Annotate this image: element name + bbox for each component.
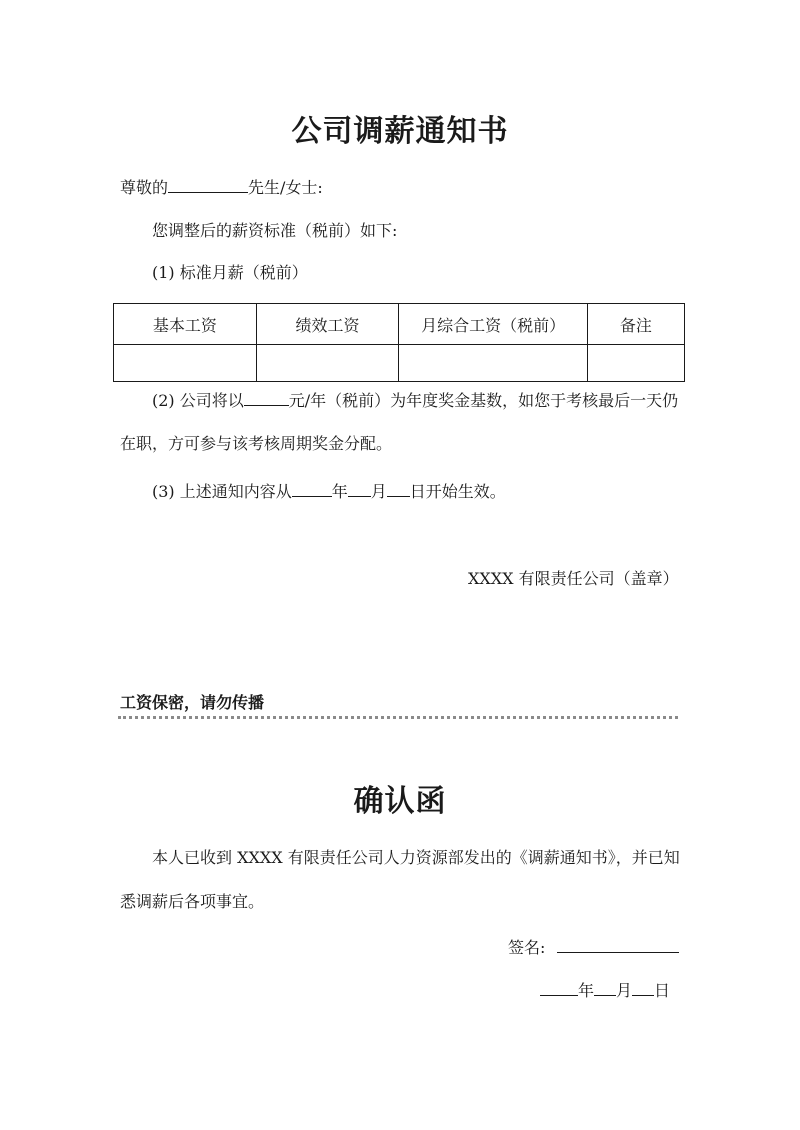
greeting-prefix: 尊敬的 [120, 178, 169, 197]
header-monthly-total: 月综合工资（税前） [399, 304, 587, 345]
item3-suffix: 日开始生效。 [409, 482, 506, 501]
confidential-note: 工资保密，请勿传播 [120, 693, 265, 712]
item2-line2: 在职，方可参与该考核周期奖金分配。 [120, 434, 393, 453]
intro-text: 您调整后的薪资标准（税前）如下: [152, 221, 398, 240]
header-remarks: 备注 [587, 304, 684, 345]
notice-title: 公司调薪通知书 [291, 114, 509, 149]
date-line [540, 980, 670, 1001]
item1-text: (1) 标准月薪（税前） [152, 263, 308, 282]
date-day-blank[interactable] [632, 980, 654, 996]
cell-base-salary[interactable] [114, 345, 257, 382]
item2-suffix: 元/年（税前）为年度奖金基数，如您于考核最后一天仍 [288, 391, 679, 410]
company-stamp: XXXX 有限责任公司（盖章） [468, 569, 679, 588]
effective-month-blank[interactable] [348, 481, 371, 497]
item3-prefix: (3) 上述通知内容从 [152, 482, 292, 501]
signature-line [508, 937, 679, 958]
date-year-label: 年 [578, 981, 595, 1000]
date-month-blank[interactable] [594, 980, 616, 996]
date-day-label: 日 [654, 981, 671, 1000]
cell-remarks[interactable] [587, 345, 684, 382]
header-base-salary: 基本工资 [114, 304, 257, 345]
greeting-line [120, 177, 323, 198]
effective-day-blank[interactable] [387, 481, 410, 497]
signature-blank[interactable] [557, 937, 679, 953]
confirmation-body-line1: 本人已收到 XXXX 有限责任公司人力资源部发出的《调薪通知书》，并已知 [152, 848, 680, 867]
header-performance-salary: 绩效工资 [256, 304, 399, 345]
table-row [114, 345, 685, 382]
dotted-divider [118, 716, 678, 719]
greeting-suffix: 先生/女士: [248, 178, 323, 197]
item2-line1 [152, 390, 678, 411]
bonus-amount-blank[interactable] [244, 390, 289, 406]
confirmation-body-line2: 悉调薪后各项事宜。 [120, 892, 265, 911]
item2-prefix: (2) 公司将以 [152, 391, 244, 410]
table-header-row [114, 304, 685, 345]
date-year-blank[interactable] [540, 980, 578, 996]
signature-label: 签名: [508, 938, 546, 957]
item3-month-label: 月 [370, 482, 387, 501]
effective-year-blank[interactable] [292, 481, 332, 497]
recipient-name-blank[interactable] [168, 177, 248, 193]
salary-table [113, 303, 685, 382]
cell-monthly-total[interactable] [399, 345, 587, 382]
item3-year-label: 年 [331, 482, 348, 501]
confirmation-title: 确认函 [353, 784, 447, 819]
date-month-label: 月 [616, 981, 633, 1000]
cell-performance-salary[interactable] [256, 345, 399, 382]
item3-line [152, 481, 506, 502]
